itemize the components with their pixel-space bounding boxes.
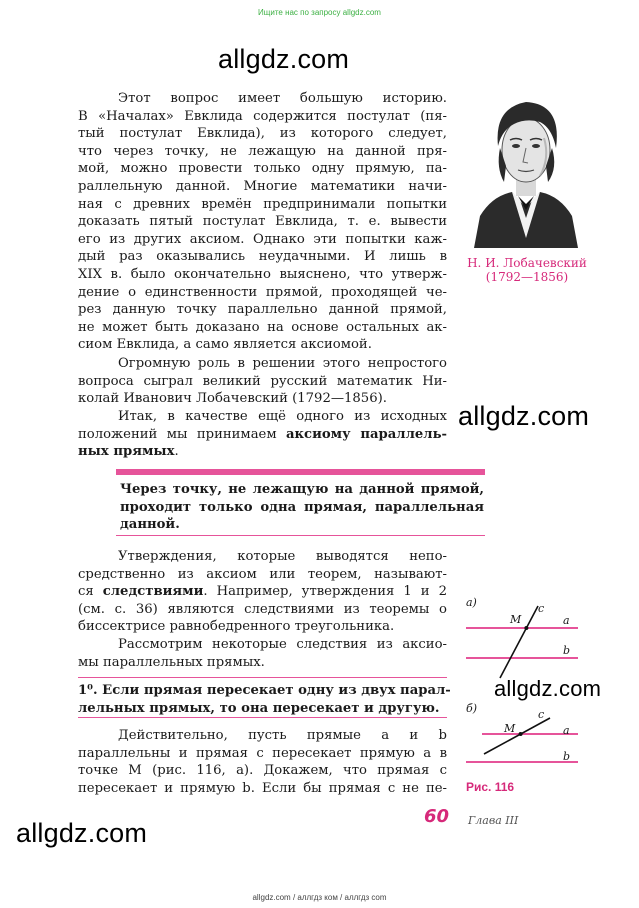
line-b-label: b [563, 644, 571, 657]
paragraph-lobachevsky [78, 355, 447, 408]
watermark: allgdz.com [218, 44, 350, 74]
text-line: рез данную точку параллельно данной прямой, [78, 302, 447, 318]
caption-years: (1792—1856) [485, 270, 569, 284]
text-line: раллельную данной. Многие математики начи- [78, 178, 447, 194]
corollary-number: 1⁰. [78, 683, 98, 698]
text-line: Этот вопрос имеет большую историю. [118, 91, 447, 106]
point-m-label: M [510, 613, 522, 626]
corollary-bottom-line [78, 717, 447, 718]
text-line: Через точку, не лежащую на данной прямой, [120, 482, 484, 497]
text-line: сиом Евклида, а само является аксиомой. [78, 337, 372, 353]
paragraph-corollaries [78, 548, 447, 636]
paragraph-proof [78, 727, 447, 797]
caption-name: Н. И. Лобачевский [467, 256, 587, 270]
point-m [524, 626, 528, 630]
text-line: XIX в. было окончательно выяснено, что утверж- [78, 266, 447, 282]
text-line: пересекает и прямую b. Если бы прямая c не пе- [78, 780, 447, 796]
text-line: параллельны и прямая c пересекает прямую a в [78, 745, 447, 761]
top-note: Ищите нас по запросу allgdz.com [258, 8, 381, 17]
text-fragment: положений мы принимаем [78, 426, 286, 442]
axiom-bottom-line [116, 535, 485, 536]
text-line: данной. [120, 517, 180, 533]
chapter-label: Глава III [468, 814, 519, 827]
line-b-label: b [563, 750, 571, 763]
watermark: allgdz.com [16, 818, 148, 848]
text-line: Огромную роль в решении этого непростого [118, 356, 447, 371]
line-c-label: c [538, 602, 545, 615]
lobachevsky-portrait [470, 88, 582, 248]
text-line: средственно из аксиом или теорем, называют- [78, 566, 447, 582]
panel-a-label: а) [466, 596, 477, 609]
page-number: 60 [424, 806, 450, 827]
text-fragment: . Например, утверждения 1 и 2 [203, 584, 447, 600]
text-line: В «Началах» Евклида содержится постулат (пя- [78, 108, 447, 124]
text-line: доказать пятый постулат Евклида, т. е. вывести [78, 214, 447, 230]
text-fragment: Если прямая пересекает одну из двух парал- [102, 683, 451, 698]
text-line [78, 682, 451, 700]
bold-term: следствиями [102, 584, 204, 600]
portrait-caption [463, 256, 591, 284]
text-line: вопроса сыграл великий русский математик Ни- [78, 373, 447, 389]
axiom-top-bar [116, 469, 485, 475]
text-line: лельных прямых, то она пересекает и другую. [78, 700, 440, 716]
text-line: дение о единственности прямой, проходящей че- [78, 284, 447, 300]
text-line [78, 426, 447, 444]
text-line: биссектрисе равнобедренного треугольника. [78, 619, 395, 635]
panel-b-label: б) [466, 702, 478, 715]
text-line: (см. с. 36) являются следствиями из теоремы о [78, 601, 447, 617]
text-line: дый раз оказывались неудачными. И лишь в [78, 249, 447, 265]
text-line: точке M (рис. 116, а). Докажем, что прямая c [78, 763, 447, 779]
text-line: что через точку, не лежащую на данной пря- [78, 143, 447, 159]
text-line: не может быть доказано на основе остальных ак- [78, 319, 447, 335]
text-line: Рассмотрим некоторые следствия из аксио- [118, 637, 447, 652]
text-line: тый постулат Евклида), из которого следует, [78, 126, 447, 142]
figure-caption: Рис. 116 [466, 780, 515, 794]
axiom-statement [120, 481, 484, 534]
text-fragment: ся [78, 584, 103, 600]
bold-term: ных прямых [78, 444, 175, 460]
text-line: Действительно, пусть прямые a и b [118, 728, 447, 743]
text-line [78, 443, 447, 461]
text-line: проходит только одна прямая, параллельная [120, 499, 484, 515]
paragraph-consider [78, 636, 447, 671]
text-line: ная с древних времён предпринимали попытки [78, 196, 447, 212]
line-a-label: a [563, 614, 570, 627]
text-line: мой, можно провести только одну прямую, па- [78, 161, 447, 177]
line-c [484, 718, 550, 754]
watermark: allgdz.com [458, 401, 590, 431]
footer-links: allgdz.com / аллгдз ком / аллгдз com [252, 893, 387, 902]
text-fragment: . [174, 444, 179, 460]
text-line: колай Иванович Лобачевский (1792—1856). [78, 391, 387, 407]
point-m-label: M [504, 722, 516, 735]
figure-116-b [462, 708, 582, 778]
text-line: его из других аксиом. Однако эти попытки каж- [78, 231, 447, 247]
line-a-label: a [563, 724, 570, 737]
text-line: мы параллельных прямых. [78, 654, 265, 670]
paragraph-history [78, 90, 447, 354]
bold-term: аксиому параллель- [285, 426, 447, 442]
corollary-top-line [78, 677, 447, 678]
corollary-statement [78, 682, 451, 717]
line-c-label: c [538, 708, 545, 721]
text-line [78, 583, 447, 601]
paragraph-axiom-intro [78, 408, 447, 461]
watermark: allgdz.com [494, 676, 602, 701]
text-line: Утверждения, которые выводятся непо- [118, 549, 447, 564]
point-m [519, 732, 523, 736]
text-line: Итак, в качестве ещё одного из исходных [118, 409, 447, 424]
